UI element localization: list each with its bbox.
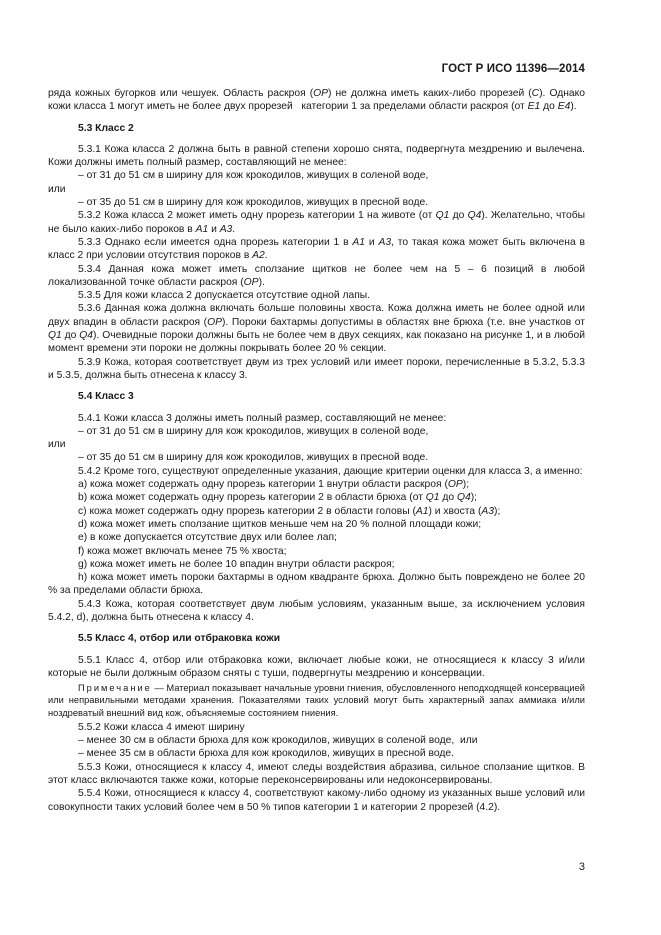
paragraph: 5.3.4 Данная кожа может иметь сползание щитков не более чем на 5 – 6 позиций в любой локализованной точке области раскроя (ОР). [48,263,585,288]
paragraph: 5.3.5 Для кожи класса 2 допускается отсутствие одной лапы. [78,290,371,302]
paragraph: g) кожа может иметь не более 10 впадин внутри области раскроя; [78,558,395,570]
paragraph: a) кожа может содержать одну прорезь категории 1 внутри области раскроя (ОР); [78,479,470,491]
note-paragraph: Примечание — Материал показывает начальные уровни гниения, обусловленного неподходящей консервацией или неправильными методами хранения. Показателями таких условий могут быть характерный запах аммиака и/или ноздреватый внешний вид кож, объясняемые состоянием гниения. [48,683,585,718]
paragraph: – менее 30 см в области брюха для кож крокодилов, живущих в соленой воде, или [78,735,478,747]
section-heading: 5.3 Класс 2 [78,122,134,134]
paragraph: 5.4.2 Кроме того, существуют определенные указания, дающие критерии оценки для класса 3, а именно: [78,465,583,477]
paragraph: f) кожа может включать менее 75 % хвоста; [78,545,287,557]
paragraph: или [48,183,66,195]
paragraph: 5.3.6 Данная кожа должна включать больше половины хвоста. Кожа должна иметь не более одной или двух впадин в области раскроя (ОР). Пороки бахтармы допустимы в областях вне брюха (т.е. вне участков от Q1 до Q4). Очевидные пороки должны быть не более чем в двух секциях, как показано на рисунке 1, и в любой момент времени эти пороки не должны покрывать более 20 % секции. [48,303,585,355]
paragraph: 5.4.3 Кожа, которая соответствует двум любым условиям, указанным выше, за исключением условия 5.4.2, d), должна быть отнесена к классу 4. [48,598,585,623]
paragraph: d) кожа может иметь сползание щитков меньше чем на 20 % полной площади кожи; [78,518,482,530]
paragraph: 5.4.1 Кожи класса 3 должны иметь полный размер, составляющий не менее: [78,412,447,424]
page-number: 3 [578,861,585,873]
paragraph: 5.3.9 Кожа, которая соответствует двум из трех условий или имеет пороки, перечисленные в 5.3.2, 5.3.3 и 5.3.5, должна быть отнесена к классу 3. [48,356,585,381]
document-body [48,87,585,814]
paragraph: – от 35 до 51 см в ширину для кож крокодилов, живущих в пресной воде. [78,197,429,209]
paragraph: – от 35 до 51 см в ширину для кож крокодилов, живущих в пресной воде. [78,452,429,464]
paragraph: – менее 35 см в области брюха для кож крокодилов, живущих в пресной воде. [78,748,454,760]
paragraph: или [48,439,66,451]
section-heading: 5.5 Класс 4, отбор или отбраковка кожи [78,633,281,645]
paragraph: 5.5.2 Кожи класса 4 имеют ширину [78,721,245,733]
paragraph: h) кожа может иметь пороки бахтармы в одном квадранте брюха. Должно быть повреждено не более 20 % за пределами области брюха. [48,572,585,597]
paragraph: b) кожа может содержать одну прорезь категории 2 в области брюха (от Q1 до Q4); [78,492,478,504]
paragraph: 5.3.3 Однако если имеется одна прорезь категории 1 в А1 и А3, то такая кожа может быть включена в класс 2 при условии отсутствия пороков в А2. [48,236,585,262]
paragraph: e) в коже допускается отсутствие двух или более лап; [78,532,337,544]
paragraph: 5.3.2 Кожа класса 2 может иметь одну прорезь категории 1 на животе (от Q1 до Q4). Желательно, чтобы не было каких-либо пороков в А1 и А3. [48,210,585,235]
paragraph: 5.5.3 Кожи, относящиеся к классу 4, имеют следы воздействия абразива, сильное сползание щитков. В этот класс включаются также кожи, которые переконсервированы или недоконсервированы. [48,761,585,786]
paragraph: – от 31 до 51 см в ширину для кож крокодилов, живущих в соленой воде, [78,425,429,437]
section-heading: 5.4 Класс 3 [78,391,134,403]
paragraph: 5.3.1 Кожа класса 2 должна быть в равной степени хорошо снята, подвергнута мездрению и вылечена. Кожи должны иметь полный размер, составляющий не менее: [48,143,585,169]
paragraph: 5.5.1 Класс 4, отбор или отбраковка кожи, включает любые кожи, не относящиеся к классу 3 и/или которые не были должным образом сняты с туши, подвергнуты мездрению и консервации. [48,654,585,679]
paragraph: 5.5.4 Кожи, относящиеся к классу 4, соответствуют какому-либо одному из указанных выше условий или совокупности таких условий более чем в 50 % типов категории 1 и категории 2 прорезей (4.2). [48,788,585,813]
paragraph: c) кожа может содержать одну прорезь категории 2 в области головы (А1) и хвоста (А3); [78,505,501,517]
paragraph: ряда кожных бугорков или чешуек. Область раскроя (ОР) не должна иметь каких-либо прорезей (С). Однако кожи класса 1 могут иметь не более двух прорезей категории 1 за пределами области раскроя (от Е1 до Е4). [48,88,585,113]
paragraph: – от 31 до 51 см в ширину для кож крокодилов, живущих в соленой воде, [78,170,429,182]
standard-header: ГОСТ Р ИСО 11396—2014 [441,63,585,75]
